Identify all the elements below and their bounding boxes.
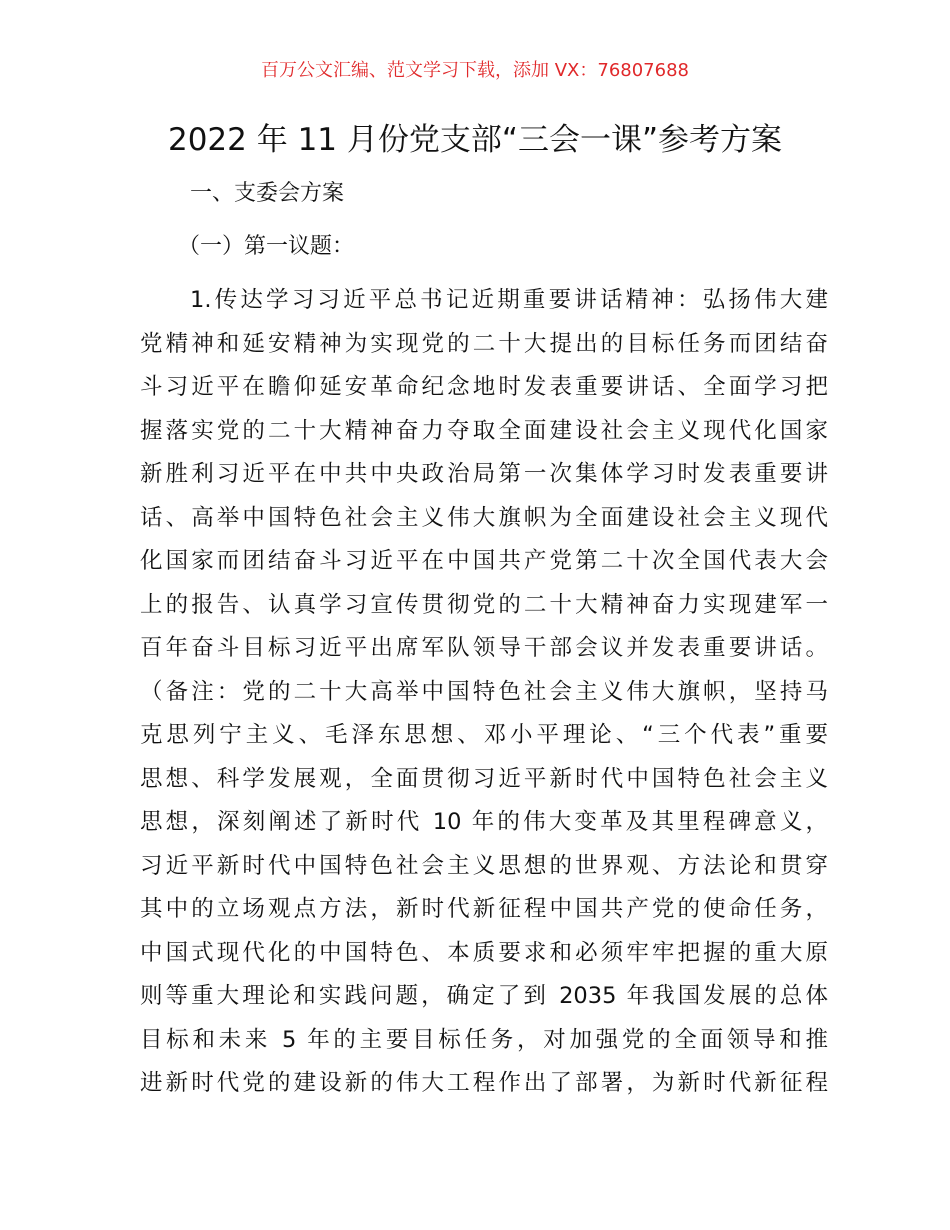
section-heading: 一、支委会方案 (190, 181, 345, 206)
body-line: 党精神和延安精神为实现党的二十大提出的目标任务而团结奋 (140, 330, 828, 357)
body-line: 则等重大理论和实践问题，确定了到 2035 年我国发展的总体 (140, 983, 828, 1009)
body-line: 1.传达学习习近平总书记近期重要讲话精神：弘扬伟大建 (190, 287, 828, 313)
body-line: 握落实党的二十大精神奋力夺取全面建设社会主义现代化国家 (140, 417, 828, 444)
body-line: 克思列宁主义、毛泽东思想、邓小平理论、“三个代表”重要 (140, 722, 828, 748)
body-line: 习近平新时代中国特色社会主义思想的世界观、方法论和贯穿 (140, 852, 828, 879)
body-line: 思想、科学发展观，全面贯彻习近平新时代中国特色社会主义 (140, 765, 828, 792)
body-line: 斗习近平在瞻仰延安革命纪念地时发表重要讲话、全面学习把 (140, 374, 828, 400)
body-line: 百年奋斗目标习近平出席军队领导干部会议并发表重要讲话。 (140, 635, 828, 661)
body-line: 中国式现代化的中国特色、本质要求和必须牢牢把握的重大原 (140, 939, 828, 966)
body-line: 上的报告、认真学习宣传贯彻党的二十大精神奋力实现建军一 (140, 591, 828, 618)
body-line: 其中的立场观点方法，新时代新征程中国共产党的使命任务， (140, 896, 828, 922)
watermark-header: 百万公文汇编、范文学习下载，添加 VX：76807688 (261, 60, 689, 81)
body-line: 进新时代党的建设新的伟大工程作出了部署，为新时代新征程 (140, 1070, 828, 1096)
subsection-heading: （一）第一议题： (178, 234, 355, 259)
body-line: （备注：党的二十大高举中国特色社会主义伟大旗帜，坚持马 (140, 678, 828, 705)
document-body (140, 279, 828, 1106)
body-line: 话、高举中国特色社会主义伟大旗帜为全面建设社会主义现代 (140, 504, 828, 531)
body-line: 化国家而团结奋斗习近平在中国共产党第二十次全国代表大会 (140, 548, 828, 574)
body-line: 目标和未来 5 年的主要目标任务，对加强党的全面领导和推 (140, 1026, 828, 1053)
document-title: 2022 年 11 月份党支部“三会一课”参考方案 (167, 122, 783, 158)
body-line: 新胜利习近平在中共中央政治局第一次集体学习时发表重要讲 (140, 461, 828, 487)
body-line: 思想，深刻阐述了新时代 10 年的伟大变革及其里程碑意义， (140, 809, 828, 835)
